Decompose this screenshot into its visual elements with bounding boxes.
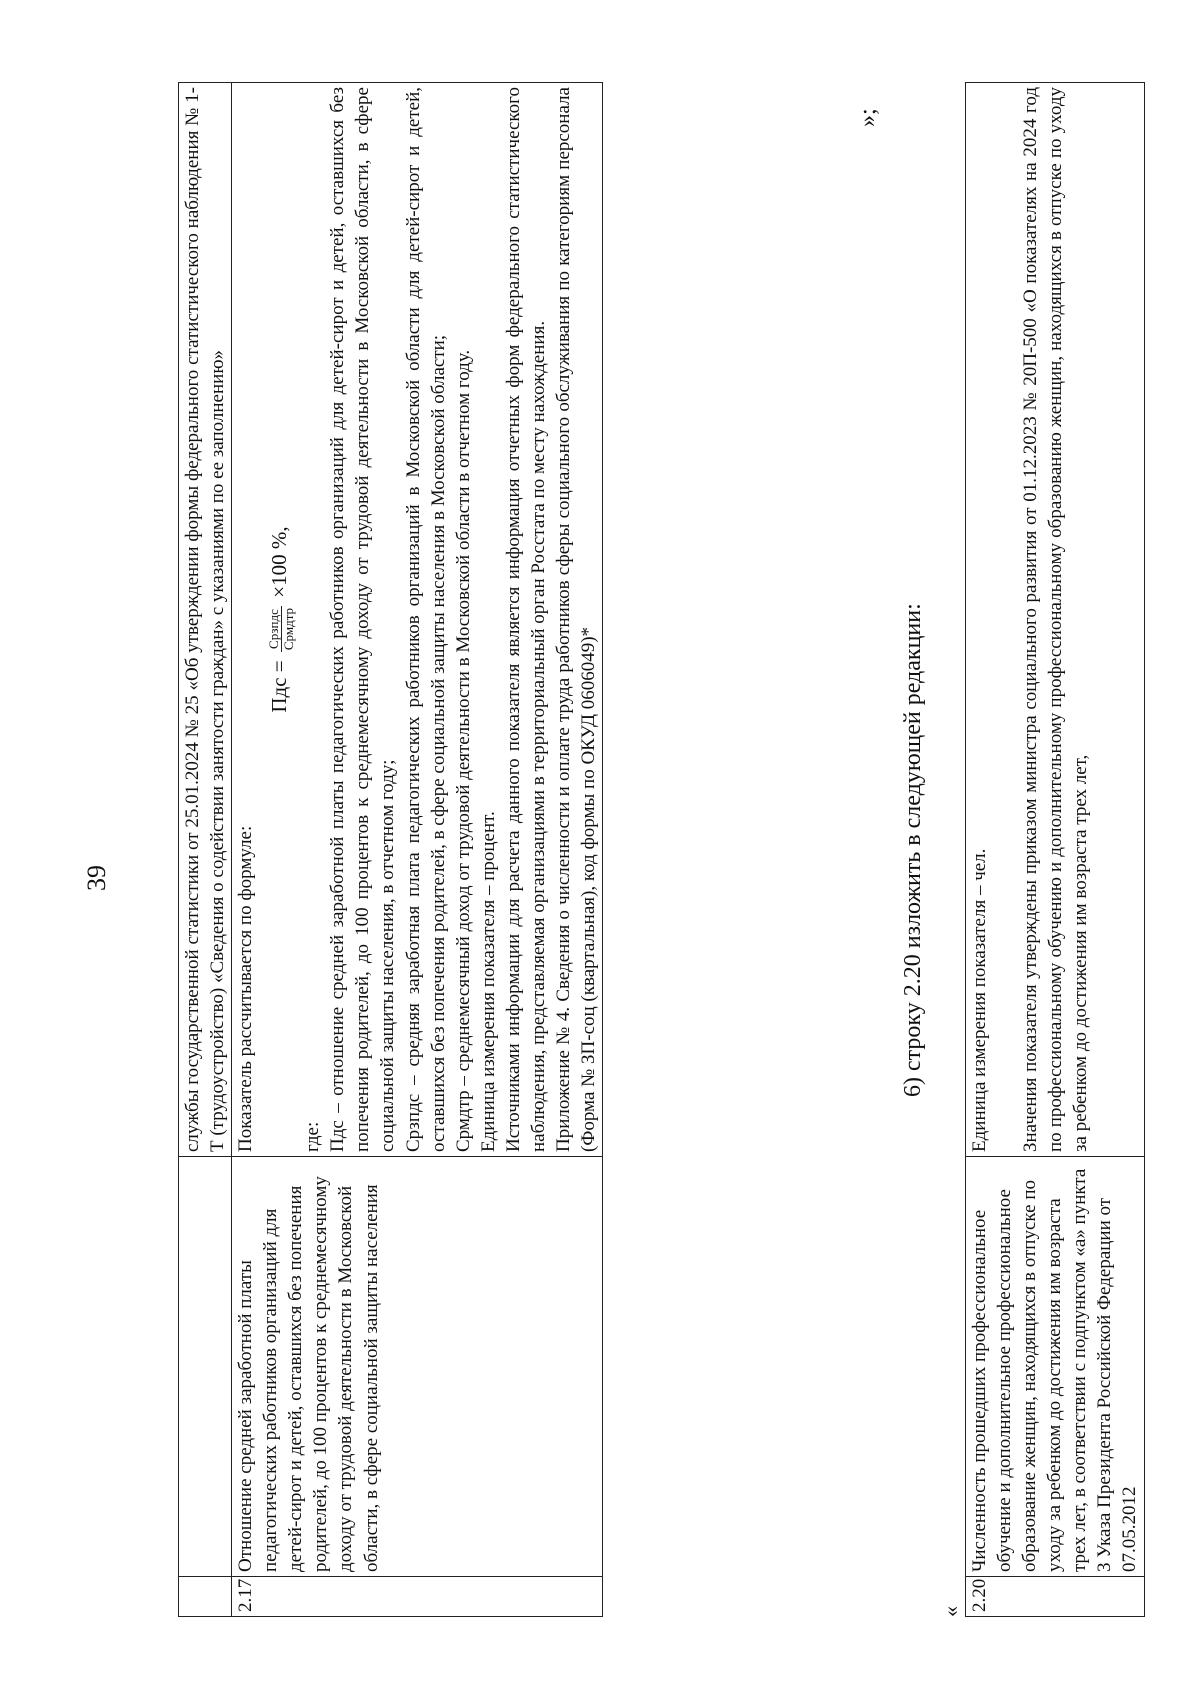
formula-denominator: Срмдтр: [280, 607, 296, 651]
definition-srmdtr: Срмдтр – среднемесячный доход от трудовой деятельности в Московской области в отчетном году.: [452, 349, 474, 1152]
opening-quote: «: [938, 1606, 963, 1617]
formula-left: Пдс =: [267, 660, 292, 713]
formula-intro: Показатель рассчитывается по формуле:: [235, 825, 257, 1152]
where-label: где:: [302, 1121, 324, 1152]
closing-quote: »;: [855, 108, 881, 127]
unit-text: Единица измерения показателя – процент.: [477, 811, 499, 1152]
page-number: 39: [82, 865, 111, 891]
unit-text: Единица измерения показателя – чел.: [969, 848, 990, 1152]
table-row: [179, 83, 232, 1617]
indicator-table: [178, 82, 603, 1617]
row-number: 2.17: [232, 1577, 603, 1617]
formula-numerator: Срзпдс: [267, 606, 282, 652]
formula-fraction: [267, 606, 297, 652]
values-text: Значения показателя утверждены приказом министра социального развития от 01.12.2023 № 20П-500 «О показателях на 2024 год по профессиональному обучению и дополнительному профессиональному образованию женщин, находящихся в отпуске по уходу за ребенком до достижения им возраста трех лет,: [1020, 87, 1092, 1152]
formula-right: ×100 %,: [267, 526, 292, 598]
amendment-text: 6) строку 2.20 изложить в следующей редакции:: [900, 603, 926, 1097]
continuation-text: службы государственной статистики от 25.01.2024 № 25 «Об утверждении формы федерального статистического наблюдения № 1-Т (трудоустройство) «Сведения о содействии занятости граждан» с указаниями по ее заполнению»: [179, 83, 232, 1157]
appendix-text: Приложение № 4. Сведения о численности и оплате труда работников сферы социального обслуживания по категориям персонала (Форма № ЗП-соц (квартальная), код формы по ОКУД 0606049)*: [553, 87, 600, 1152]
source-text: Источниками информации для расчета данного показателя является информация отчетных форм федерального статистического наблюдения, представляемая организациями в территориальный орган Росстата по месту нахождения.: [502, 87, 549, 1152]
definition-srzpds: Срзпдс – средняя заработная плата педагогических работников организаций в Московской области для детей-сирот и детей, оставшихся без попечения родителей, в сфере социальной защиты населения в Московской области;: [402, 87, 449, 1152]
formula: [258, 87, 300, 1152]
indicator-method: [232, 83, 603, 1157]
table-row: [232, 83, 603, 1617]
indicator-method: [966, 83, 1145, 1157]
table-row: [966, 83, 1145, 1617]
indicator-name: Численность прошедших профессиональное обучение и дополнительное профессиональное образование женщин, находящихся в отпуске по уходу за ребенком до достижения им возраста трех лет, в соответствии с подпунктом «а» пункта 3 Указа Президента Российской Федерации от 07.05.2012: [966, 1157, 1145, 1577]
indicator-table-2: [965, 82, 1145, 1617]
spacer: [992, 87, 1018, 1152]
cell-empty: [179, 1157, 232, 1577]
definition-pds: Пдс – отношение средней заработной платы педагогических работников организаций для детей-сирот и детей, оставшихся без попечения родителей, до 100 процентов к среднемесячному доходу от трудовой деятельности в Московской области, в сфере социальной защиты населения, в отчетном году;: [327, 87, 399, 1152]
indicator-name: Отношение средней заработной платы педагогических работников организаций для детей-сирот и детей, оставшихся без попечения родителей, до 100 процентов к среднемесячному доходу от трудовой деятельности в Московской области, в сфере социальной защиты населения: [232, 1157, 603, 1577]
cell-empty: [179, 1577, 232, 1617]
row-number: 2.20: [966, 1577, 1145, 1617]
